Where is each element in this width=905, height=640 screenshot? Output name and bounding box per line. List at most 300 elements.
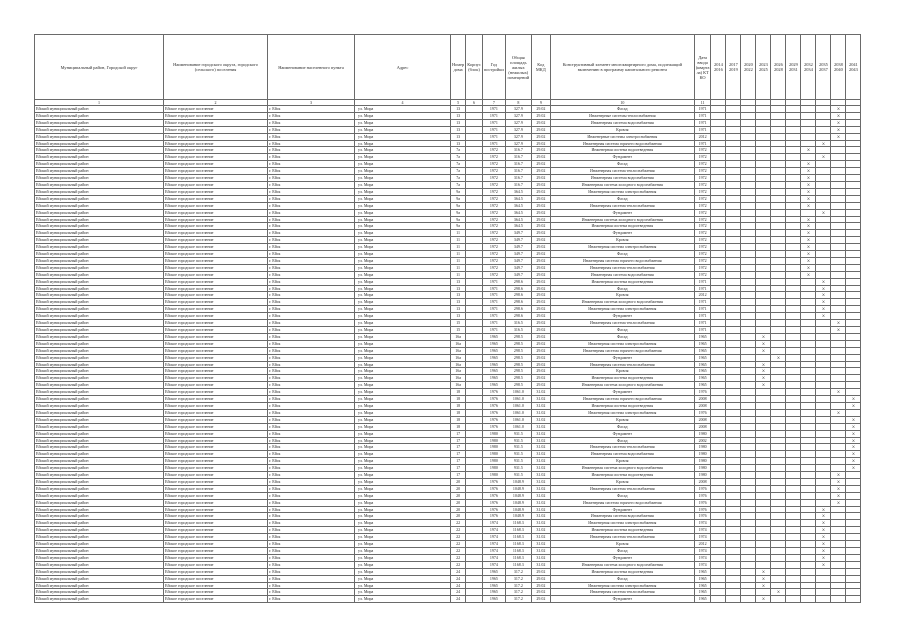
build-year-cell: 1974	[482, 527, 505, 534]
period-cell	[711, 472, 726, 479]
house-number-cell: 13	[451, 106, 466, 113]
period-cell	[831, 175, 846, 182]
period-mark: Х	[816, 513, 831, 520]
period-cell	[711, 202, 726, 209]
address-cell: ул. Мира	[355, 230, 451, 237]
period-cell	[741, 561, 756, 568]
period-cell	[741, 209, 756, 216]
mkd-code-cell: 31.02	[531, 554, 550, 561]
period-cell	[726, 285, 741, 292]
period-cell	[741, 416, 756, 423]
ct-date-cell: 1971	[694, 327, 711, 334]
period-cell	[756, 161, 771, 168]
period-cell	[741, 423, 756, 430]
period-cell	[771, 251, 786, 258]
address-cell: ул. Мира	[355, 437, 451, 444]
table-row	[35, 368, 861, 375]
table-row	[35, 506, 861, 513]
period-cell	[846, 333, 861, 340]
ct-date-cell: 1980	[694, 444, 711, 451]
period-cell	[711, 333, 726, 340]
table-row	[35, 499, 861, 506]
period-mark: Х	[846, 416, 861, 423]
period-cell	[771, 285, 786, 292]
municipality-cell: Ейский муниципальный район	[35, 202, 164, 209]
period-cell	[801, 154, 816, 161]
element-cell: Инженерная система электроснабжения	[550, 244, 694, 251]
period-cell	[741, 133, 756, 140]
locality-cell: г. Ейск	[268, 195, 355, 202]
period-cell	[711, 327, 726, 334]
period-cell	[801, 423, 816, 430]
build-year-cell: 1972	[482, 161, 505, 168]
mkd-code-cell: 29.02	[531, 237, 550, 244]
locality-cell: г. Ейск	[268, 257, 355, 264]
area-cell: 1168.3	[505, 541, 531, 548]
period-cell	[771, 292, 786, 299]
build-year-cell: 1965	[482, 582, 505, 589]
period-cell	[756, 548, 771, 555]
period-cell	[756, 223, 771, 230]
element-cell: Фасад	[550, 492, 694, 499]
address-cell: ул. Мира	[355, 389, 451, 396]
period-cell	[816, 589, 831, 596]
table-row	[35, 133, 861, 140]
korpus-cell	[466, 416, 483, 423]
element-cell: Инженерная система теплоснабжения	[550, 534, 694, 541]
table-row	[35, 140, 861, 147]
address-cell: ул. Мира	[355, 478, 451, 485]
element-cell: Инженерная система горячего водоснабжения	[550, 499, 694, 506]
locality-cell: г. Ейск	[268, 492, 355, 499]
period-cell	[711, 278, 726, 285]
locality-cell: г. Ейск	[268, 465, 355, 472]
element-cell: Кровля	[550, 237, 694, 244]
period-cell	[816, 382, 831, 389]
ct-date-cell: 2008	[694, 423, 711, 430]
period-cell	[771, 596, 786, 603]
locality-cell: г. Ейск	[268, 202, 355, 209]
municipality-cell: Ейский муниципальный район	[35, 195, 164, 202]
table-row	[35, 423, 861, 430]
period-cell	[726, 278, 741, 285]
element-cell: Инженерная система теплоснабжения	[550, 485, 694, 492]
period-cell	[846, 133, 861, 140]
period-cell	[786, 278, 801, 285]
period-cell	[756, 285, 771, 292]
locality-cell: г. Ейск	[268, 575, 355, 582]
korpus-cell	[466, 230, 483, 237]
ct-date-cell: 1965	[694, 575, 711, 582]
period-cell	[801, 534, 816, 541]
locality-cell: г. Ейск	[268, 402, 355, 409]
element-cell: Фундамент	[550, 354, 694, 361]
period-cell	[801, 458, 816, 465]
period-cell	[831, 423, 846, 430]
period-cell	[771, 541, 786, 548]
period-cell	[726, 423, 741, 430]
period-cell	[846, 244, 861, 251]
settlement-cell: Ейское городское поселение	[164, 409, 268, 416]
period-cell	[846, 216, 861, 223]
period-cell	[741, 506, 756, 513]
period-mark: Х	[801, 230, 816, 237]
period-cell	[831, 437, 846, 444]
period-cell	[726, 478, 741, 485]
period-mark: Х	[816, 278, 831, 285]
mkd-code-cell: 29.02	[531, 285, 550, 292]
area-cell: 364.5	[505, 188, 531, 195]
period-cell	[786, 133, 801, 140]
house-number-cell: 24	[451, 582, 466, 589]
ct-date-cell: 2012	[694, 292, 711, 299]
column-number: 6	[466, 100, 483, 106]
period-cell	[756, 320, 771, 327]
table-row	[35, 568, 861, 575]
table-row	[35, 264, 861, 271]
mkd-code-cell: 31.02	[531, 472, 550, 479]
element-cell: Инженерная система теплоснабжения	[550, 589, 694, 596]
period-mark: Х	[816, 534, 831, 541]
period-cell	[726, 389, 741, 396]
period-cell	[711, 209, 726, 216]
address-cell: ул. Мира	[355, 278, 451, 285]
build-year-cell: 1974	[482, 541, 505, 548]
period-cell	[771, 554, 786, 561]
period-cell	[726, 251, 741, 258]
period-mark: Х	[831, 112, 846, 119]
period-cell	[771, 534, 786, 541]
period-cell	[786, 492, 801, 499]
period-cell	[756, 195, 771, 202]
element-cell: Фасад	[550, 327, 694, 334]
period-mark: Х	[816, 561, 831, 568]
settlement-cell: Ейское городское поселение	[164, 513, 268, 520]
period-mark: Х	[816, 285, 831, 292]
period-cell	[816, 389, 831, 396]
area-cell: 317.2	[505, 568, 531, 575]
table-row	[35, 589, 861, 596]
house-number-cell: 11	[451, 244, 466, 251]
korpus-cell	[466, 451, 483, 458]
ct-date-cell: 1972	[694, 202, 711, 209]
period-cell	[846, 527, 861, 534]
municipality-cell: Ейский муниципальный район	[35, 465, 164, 472]
house-number-cell: 11	[451, 271, 466, 278]
build-year-cell: 1972	[482, 195, 505, 202]
mkd-code-cell: 29.02	[531, 168, 550, 175]
column-number: 1	[35, 100, 164, 106]
period-cell	[771, 320, 786, 327]
locality-cell: г. Ейск	[268, 306, 355, 313]
period-cell	[756, 278, 771, 285]
period-cell	[801, 333, 816, 340]
period-cell	[771, 437, 786, 444]
period-cell	[756, 313, 771, 320]
address-cell: ул. Мира	[355, 119, 451, 126]
period-cell	[726, 596, 741, 603]
period-cell	[801, 292, 816, 299]
period-cell	[741, 327, 756, 334]
settlement-cell: Ейское городское поселение	[164, 313, 268, 320]
period-cell	[771, 409, 786, 416]
address-cell: ул. Мира	[355, 554, 451, 561]
build-year-cell: 1971	[482, 320, 505, 327]
element-cell: Фасад	[550, 195, 694, 202]
period-cell	[831, 285, 846, 292]
mkd-code-cell: 31.02	[531, 499, 550, 506]
period-cell	[711, 375, 726, 382]
build-year-cell: 1965	[482, 589, 505, 596]
period-cell	[771, 513, 786, 520]
period-cell	[831, 230, 846, 237]
build-year-cell: 1971	[482, 112, 505, 119]
house-number-cell: 17	[451, 472, 466, 479]
settlement-cell: Ейское городское поселение	[164, 451, 268, 458]
ct-date-cell: 1972	[694, 257, 711, 264]
period-cell	[786, 126, 801, 133]
municipality-cell: Ейский муниципальный район	[35, 478, 164, 485]
period-cell	[846, 202, 861, 209]
period-mark: Х	[816, 299, 831, 306]
table-row	[35, 465, 861, 472]
period-cell	[786, 416, 801, 423]
settlement-cell: Ейское городское поселение	[164, 541, 268, 548]
period-cell	[771, 112, 786, 119]
element-cell: Инженерная система водоотведения	[550, 278, 694, 285]
area-cell: 327.9	[505, 133, 531, 140]
period-cell	[846, 354, 861, 361]
period-cell	[801, 485, 816, 492]
ct-date-cell: 1965	[694, 382, 711, 389]
period-cell	[786, 106, 801, 113]
period-cell	[741, 175, 756, 182]
table-row	[35, 313, 861, 320]
period-cell	[786, 257, 801, 264]
address-cell: ул. Мира	[355, 244, 451, 251]
period-cell	[801, 112, 816, 119]
period-cell	[801, 499, 816, 506]
period-cell	[741, 119, 756, 126]
period-cell	[726, 154, 741, 161]
element-cell: Инженерная система электроснабжения	[550, 188, 694, 195]
mkd-code-cell: 29.02	[531, 119, 550, 126]
period-cell	[801, 548, 816, 555]
period-cell	[846, 126, 861, 133]
period-cell	[711, 568, 726, 575]
period-cell	[711, 299, 726, 306]
period-cell	[831, 216, 846, 223]
element-cell: Фундамент	[550, 154, 694, 161]
header-period: 2020 2022	[741, 35, 756, 100]
ct-date-cell: 2012	[694, 133, 711, 140]
address-cell: ул. Мира	[355, 140, 451, 147]
period-cell	[786, 575, 801, 582]
header-period: 2038 2040	[831, 35, 846, 100]
period-cell	[771, 106, 786, 113]
korpus-cell	[466, 423, 483, 430]
period-cell	[711, 347, 726, 354]
period-cell	[756, 140, 771, 147]
locality-cell: г. Ейск	[268, 548, 355, 555]
table-row	[35, 396, 861, 403]
period-cell	[846, 499, 861, 506]
table-row	[35, 244, 861, 251]
ct-date-cell: 1974	[694, 534, 711, 541]
header-settlement: Наименование городского округа, городского (сельского) поселения	[164, 35, 268, 100]
build-year-cell: 1971	[482, 133, 505, 140]
municipality-cell: Ейский муниципальный район	[35, 175, 164, 182]
period-cell	[831, 237, 846, 244]
period-cell	[741, 354, 756, 361]
address-cell: ул. Мира	[355, 112, 451, 119]
settlement-cell: Ейское городское поселение	[164, 147, 268, 154]
period-cell	[741, 223, 756, 230]
house-number-cell: 17	[451, 465, 466, 472]
korpus-cell	[466, 251, 483, 258]
period-cell	[711, 244, 726, 251]
period-cell	[741, 527, 756, 534]
element-cell: Инженерная система водоотведения	[550, 375, 694, 382]
period-cell	[816, 106, 831, 113]
element-cell: Фасад	[550, 161, 694, 168]
table-row	[35, 409, 861, 416]
area-cell: 1061.0	[505, 396, 531, 403]
ct-date-cell: 1972	[694, 154, 711, 161]
settlement-cell: Ейское городское поселение	[164, 175, 268, 182]
municipality-cell: Ейский муниципальный район	[35, 409, 164, 416]
period-cell	[726, 575, 741, 582]
period-cell	[741, 313, 756, 320]
period-cell	[846, 181, 861, 188]
period-cell	[711, 216, 726, 223]
period-mark: Х	[846, 465, 861, 472]
period-cell	[756, 492, 771, 499]
mkd-code-cell: 29.02	[531, 354, 550, 361]
period-cell	[741, 368, 756, 375]
korpus-cell	[466, 492, 483, 499]
locality-cell: г. Ейск	[268, 188, 355, 195]
period-cell	[741, 437, 756, 444]
period-mark: Х	[756, 368, 771, 375]
period-cell	[816, 119, 831, 126]
period-cell	[756, 354, 771, 361]
house-number-cell: 9а	[451, 202, 466, 209]
period-cell	[816, 175, 831, 182]
mkd-code-cell: 29.02	[531, 375, 550, 382]
period-cell	[756, 147, 771, 154]
settlement-cell: Ейское городское поселение	[164, 582, 268, 589]
period-cell	[741, 402, 756, 409]
settlement-cell: Ейское городское поселение	[164, 396, 268, 403]
element-cell: Инженерная система водоснабжения	[550, 119, 694, 126]
table-row	[35, 458, 861, 465]
period-cell	[711, 513, 726, 520]
period-cell	[786, 292, 801, 299]
period-cell	[711, 589, 726, 596]
municipality-cell: Ейский муниципальный район	[35, 271, 164, 278]
house-number-cell: 13	[451, 140, 466, 147]
period-cell	[741, 389, 756, 396]
period-cell	[786, 368, 801, 375]
period-cell	[756, 168, 771, 175]
period-cell	[726, 292, 741, 299]
period-cell	[741, 188, 756, 195]
element-cell: Инженерная система электроснабжения	[550, 520, 694, 527]
korpus-cell	[466, 126, 483, 133]
build-year-cell: 1972	[482, 175, 505, 182]
period-cell	[786, 389, 801, 396]
period-cell	[711, 389, 726, 396]
period-cell	[846, 168, 861, 175]
period-cell	[816, 499, 831, 506]
korpus-cell	[466, 237, 483, 244]
house-number-cell: 24	[451, 589, 466, 596]
period-mark: Х	[846, 437, 861, 444]
area-cell: 931.5	[505, 458, 531, 465]
ct-date-cell: 2008	[694, 402, 711, 409]
period-cell	[726, 541, 741, 548]
column-number: 2	[164, 100, 268, 106]
period-cell	[771, 382, 786, 389]
settlement-cell: Ейское городское поселение	[164, 195, 268, 202]
period-cell	[711, 251, 726, 258]
period-cell	[786, 230, 801, 237]
element-cell: Инженерная система холодного водоснабжения	[550, 216, 694, 223]
mkd-code-cell: 29.02	[531, 596, 550, 603]
period-cell	[741, 333, 756, 340]
table-row	[35, 237, 861, 244]
settlement-cell: Ейское городское поселение	[164, 423, 268, 430]
element-cell: Кровля	[550, 416, 694, 423]
ct-date-cell: 1972	[694, 168, 711, 175]
period-cell	[726, 582, 741, 589]
address-cell: ул. Мира	[355, 485, 451, 492]
period-cell	[741, 320, 756, 327]
period-cell	[786, 409, 801, 416]
locality-cell: г. Ейск	[268, 582, 355, 589]
area-cell: 1048.9	[505, 492, 531, 499]
mkd-code-cell: 31.02	[531, 561, 550, 568]
area-cell: 931.5	[505, 437, 531, 444]
period-cell	[711, 451, 726, 458]
area-cell: 298.5	[505, 333, 531, 340]
area-cell: 931.5	[505, 465, 531, 472]
period-cell	[831, 244, 846, 251]
build-year-cell: 1976	[482, 402, 505, 409]
house-number-cell: 24	[451, 596, 466, 603]
period-cell	[831, 333, 846, 340]
element-cell: Фундамент	[550, 506, 694, 513]
mkd-code-cell: 29.02	[531, 106, 550, 113]
period-cell	[831, 181, 846, 188]
area-cell: 317.2	[505, 582, 531, 589]
house-number-cell: 9а	[451, 188, 466, 195]
period-cell	[726, 340, 741, 347]
build-year-cell: 1980	[482, 472, 505, 479]
settlement-cell: Ейское городское поселение	[164, 347, 268, 354]
period-cell	[786, 582, 801, 589]
build-year-cell: 1972	[482, 230, 505, 237]
korpus-cell	[466, 409, 483, 416]
period-cell	[846, 299, 861, 306]
area-cell: 317.2	[505, 596, 531, 603]
period-cell	[726, 140, 741, 147]
mkd-code-cell: 31.02	[531, 423, 550, 430]
period-cell	[741, 237, 756, 244]
period-cell	[771, 361, 786, 368]
table-row	[35, 416, 861, 423]
